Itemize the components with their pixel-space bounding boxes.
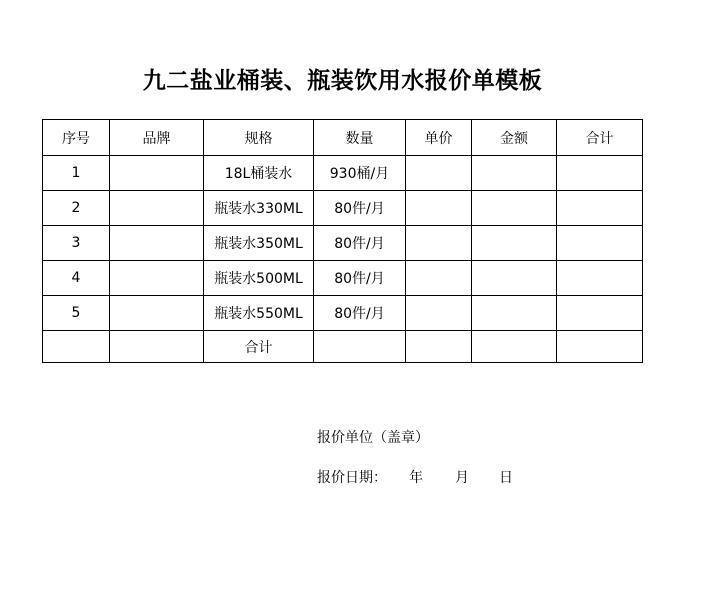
header-index: 序号 <box>43 120 110 156</box>
cell-unit-price <box>406 261 472 296</box>
total-label: 合计 <box>204 331 314 363</box>
cell-brand <box>110 331 204 363</box>
cell-quantity: 930桶/月 <box>314 156 406 191</box>
cell-brand <box>110 156 204 191</box>
cell-index <box>43 331 110 363</box>
table-row <box>43 156 643 191</box>
cell-amount <box>472 296 557 331</box>
cell-quantity <box>314 331 406 363</box>
total-row <box>43 331 643 363</box>
header-amount: 金额 <box>472 120 557 156</box>
cell-spec: 瓶装水500ML <box>204 261 314 296</box>
cell-spec: 瓶装水350ML <box>204 226 314 261</box>
cell-amount <box>472 331 557 363</box>
cell-quantity: 80件/月 <box>314 296 406 331</box>
cell-amount <box>472 261 557 296</box>
cell-total <box>557 156 643 191</box>
cell-total <box>557 331 643 363</box>
table-row <box>43 226 643 261</box>
cell-index: 2 <box>43 191 110 226</box>
quote-date-line <box>317 468 513 488</box>
header-quantity: 数量 <box>314 120 406 156</box>
cell-unit-price <box>406 331 472 363</box>
cell-quantity: 80件/月 <box>314 191 406 226</box>
quote-date-label: 报价日期： <box>317 470 387 486</box>
cell-index: 5 <box>43 296 110 331</box>
header-total: 合计 <box>557 120 643 156</box>
cell-total <box>557 261 643 296</box>
cell-index: 3 <box>43 226 110 261</box>
table-row <box>43 296 643 331</box>
cell-quantity: 80件/月 <box>314 226 406 261</box>
date-day: 日 <box>499 470 513 486</box>
cell-brand <box>110 296 204 331</box>
cell-amount <box>472 191 557 226</box>
cell-spec: 瓶装水550ML <box>204 296 314 331</box>
table-row <box>43 261 643 296</box>
cell-unit-price <box>406 156 472 191</box>
cell-unit-price <box>406 226 472 261</box>
cell-unit-price <box>406 191 472 226</box>
cell-total <box>557 296 643 331</box>
cell-brand <box>110 261 204 296</box>
cell-quantity: 80件/月 <box>314 261 406 296</box>
cell-amount <box>472 226 557 261</box>
cell-unit-price <box>406 296 472 331</box>
header-brand: 品牌 <box>110 120 204 156</box>
table-row <box>43 191 643 226</box>
cell-index: 1 <box>43 156 110 191</box>
quoting-unit-label: 报价单位（盖章） <box>317 430 429 446</box>
date-year: 年 <box>409 470 423 486</box>
document-title: 九二盐业桶装、瓶装饮用水报价单模板 <box>142 67 543 94</box>
table-header-row <box>43 120 643 156</box>
header-unit-price: 单价 <box>406 120 472 156</box>
quote-table <box>42 119 643 363</box>
cell-spec: 18L桶装水 <box>204 156 314 191</box>
cell-brand <box>110 191 204 226</box>
cell-spec: 瓶装水330ML <box>204 191 314 226</box>
cell-brand <box>110 226 204 261</box>
cell-total <box>557 191 643 226</box>
cell-index: 4 <box>43 261 110 296</box>
cell-amount <box>472 156 557 191</box>
header-spec: 规格 <box>204 120 314 156</box>
cell-total <box>557 226 643 261</box>
date-month: 月 <box>455 470 469 486</box>
